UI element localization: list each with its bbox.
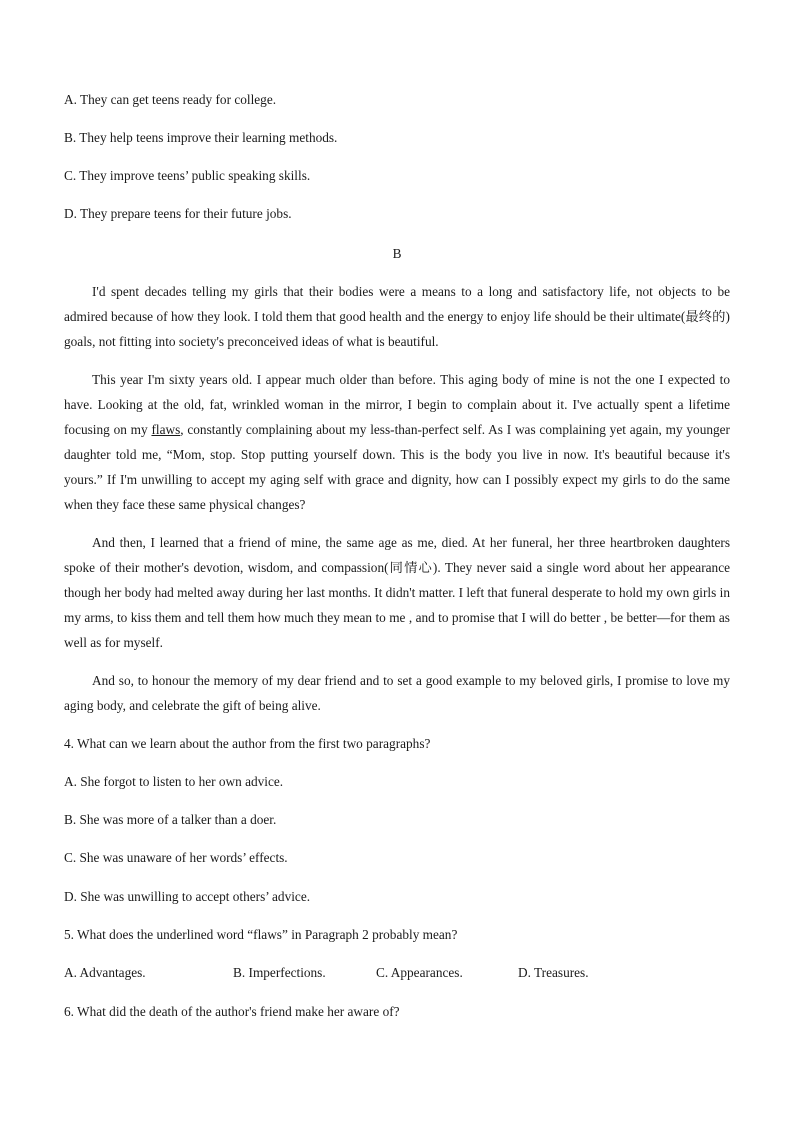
prev-option-a: A. They can get teens ready for college. <box>64 92 277 107</box>
question-5-option-d: D. Treasures. <box>518 965 589 980</box>
passage-label: B <box>392 246 402 261</box>
question-4-option-c: C. She was unaware of her words’ effects. <box>64 850 288 865</box>
prev-option-c: C. They improve teens’ public speaking skills. <box>64 168 311 183</box>
paragraph-3: And then, I learned that a friend of mine, the same age as me, died. At her funeral, her three heartbroken daughters spoke of their mother's devotion, wisdom, and compassion(同情心). They never said a single word about her appearance though her body had melted away during her last months. It didn't matter. I left that funeral desperate to hold my own girls in my arms, to kiss them and tell them how much they mean to me , and to promise that I will do better , be better—for them as well as for myself. <box>64 535 730 650</box>
question-4-option-a: A. She forgot to listen to her own advice. <box>64 774 284 789</box>
question-5-option-b: B. Imperfections. <box>233 965 326 980</box>
question-5-stem: 5. What does the underlined word “flaws” in Paragraph 2 probably mean? <box>64 927 458 942</box>
paragraph-2 <box>64 367 730 517</box>
underlined-word-flaws: flaws <box>151 422 181 437</box>
question-4-stem: 4. What can we learn about the author from the first two paragraphs? <box>64 736 431 751</box>
paragraph-2-text-after: , constantly complaining about my less-than-perfect self. As I was complaining yet again, my younger daughter told me, “Mom, stop. Stop putting yourself down. This is the body you live in now. It's beautiful because it's yours.” If I'm unwilling to accept my aging self with grace and dignity, how can I possibly expect my girls to do the same when they face these same physical changes? <box>64 422 730 512</box>
prev-option-d: D. They prepare teens for their future jobs. <box>64 206 292 221</box>
question-4-option-b: B. She was more of a talker than a doer. <box>64 812 277 827</box>
paragraph-1: I'd spent decades telling my girls that their bodies were a means to a long and satisfactory life, not objects to be admired because of how they look. I told them that good health and the energy to enjoy life should be their ultimate(最终的) goals, not fitting into society's preconceived ideas of what is beautiful. <box>64 284 730 349</box>
question-5-option-c: C. Appearances. <box>376 965 463 980</box>
paragraph-2-text-before: This year I'm sixty years old. I appear much older than before. This aging body of mine is not the one I expected to have. Looking at the old, fat, wrinkled woman in the mirror, I begin to complain about it. I've actually spent a lifetime focusing on my <box>64 372 730 437</box>
question-4-option-d: D. She was unwilling to accept others’ advice. <box>64 889 311 904</box>
question-5-option-a: A. Advantages. <box>64 965 146 980</box>
question-6-stem: 6. What did the death of the author's friend make her aware of? <box>64 1004 400 1019</box>
paragraph-4: And so, to honour the memory of my dear friend and to set a good example to my beloved girls, I promise to love my aging body, and celebrate the gift of being alive. <box>64 673 730 713</box>
prev-option-b: B. They help teens improve their learning methods. <box>64 130 338 145</box>
